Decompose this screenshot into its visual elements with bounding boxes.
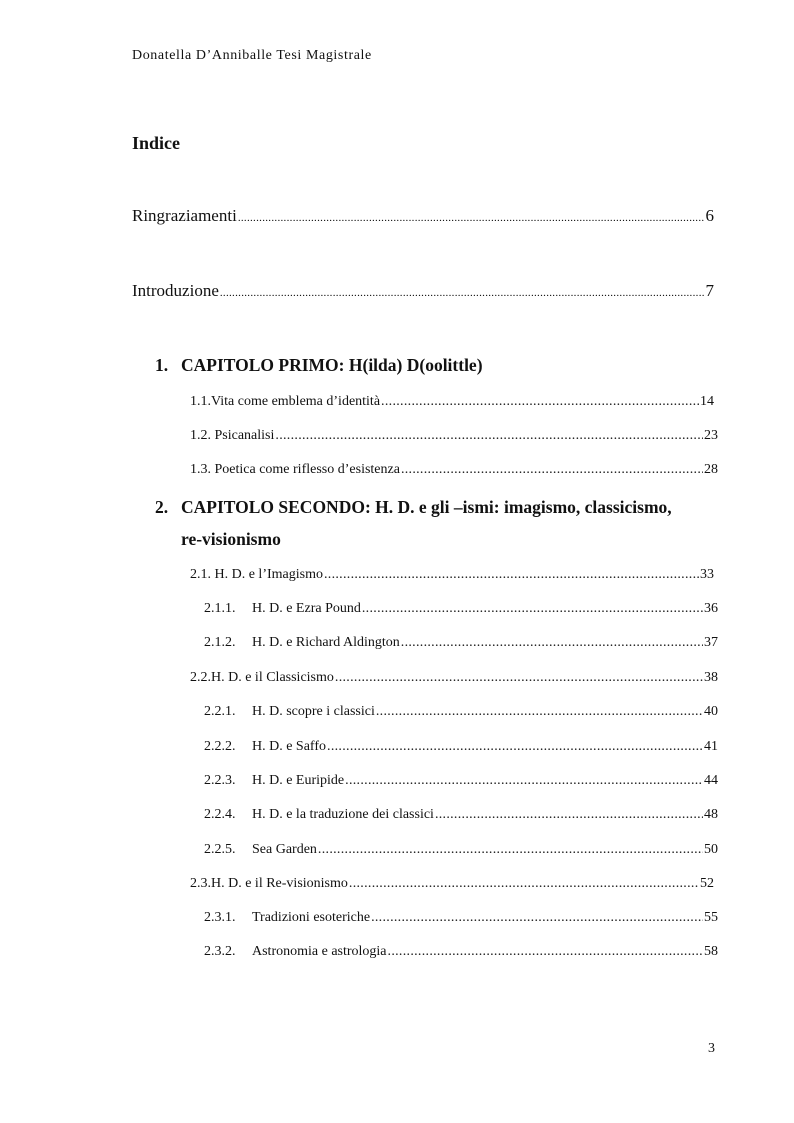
toc-subsection-2-1-2[interactable] <box>204 635 718 651</box>
toc-section-2-3[interactable] <box>190 876 714 892</box>
leader-dots <box>401 462 703 478</box>
toc-entry-label: 2.1. H. D. e l’Imagismo <box>190 567 323 582</box>
toc-entry-page: 7 <box>705 281 714 300</box>
toc-entry-label: 1.2. Psicanalisi <box>190 428 275 443</box>
chapter-1-heading[interactable] <box>155 355 483 376</box>
toc-entry-ringraziamenti[interactable] <box>132 206 714 226</box>
toc-subsection-2-2-3[interactable] <box>204 773 718 789</box>
leader-dots <box>401 635 703 651</box>
toc-entry-page: 50 <box>704 842 718 857</box>
toc-section-1-2[interactable] <box>190 428 718 444</box>
chapter-2-heading[interactable] <box>155 497 672 518</box>
toc-section-1-1[interactable] <box>190 394 714 410</box>
toc-entry-label: 2.2.4. H. D. e la traduzione dei classici <box>204 807 434 822</box>
toc-entry-label: 2.3.1. Tradizioni esoteriche <box>204 910 371 925</box>
toc-entry-label: 2.2.1. H. D. scopre i classici <box>204 704 375 719</box>
toc-entry-introduzione[interactable] <box>132 281 714 301</box>
page-number: 3 <box>708 1041 715 1056</box>
toc-entry-label: 2.3.H. D. e il Re-visionismo <box>190 876 348 891</box>
toc-entry-page: 14 <box>700 394 714 409</box>
leader-dots <box>388 944 703 960</box>
leader-dots <box>362 601 703 617</box>
running-header: Donatella D’Anniballe Tesi Magistrale <box>132 48 372 63</box>
leader-dots <box>335 670 703 686</box>
leader-dots <box>376 704 703 720</box>
leader-dots <box>435 807 703 823</box>
chapter-title: CAPITOLO PRIMO: H(ilda) D(oolittle) <box>181 355 483 375</box>
toc-subsection-2-2-1[interactable] <box>204 704 718 720</box>
toc-subsection-2-2-2[interactable] <box>204 739 718 755</box>
leader-dots <box>275 428 703 444</box>
leader-dots <box>318 842 703 858</box>
leader-dots <box>220 281 705 301</box>
toc-entry-page: 52 <box>700 876 714 891</box>
toc-entry-page: 37 <box>704 635 718 650</box>
toc-subsection-2-2-4[interactable] <box>204 807 718 823</box>
toc-entry-page: 40 <box>704 704 718 719</box>
toc-entry-page: 58 <box>704 944 718 959</box>
toc-entry-page: 48 <box>704 807 718 822</box>
toc-entry-label: 2.1.1. H. D. e Ezra Pound <box>204 601 361 616</box>
chapter-number: 2. <box>155 497 169 517</box>
toc-entry-page: 23 <box>704 428 718 443</box>
leader-dots <box>371 910 703 926</box>
toc-entry-label: 2.1.2. H. D. e Richard Aldington <box>204 635 400 650</box>
toc-entry-label: 2.2.3. H. D. e Euripide <box>204 773 345 788</box>
toc-entry-label: Ringraziamenti <box>132 206 237 225</box>
leader-dots <box>345 773 703 789</box>
toc-entry-page: 33 <box>700 567 714 582</box>
toc-entry-page: 44 <box>704 773 718 788</box>
chapter-title: CAPITOLO SECONDO: H. D. e gli –ismi: imagismo, classicismo, <box>181 497 672 517</box>
toc-entry-label: 2.3.2. Astronomia e astrologia <box>204 944 387 959</box>
chapter-number: 1. <box>155 355 169 375</box>
toc-entry-page: 6 <box>705 206 714 225</box>
toc-entry-label: 1.3. Poetica come riflesso d’esistenza <box>190 462 400 477</box>
toc-section-2-2[interactable] <box>190 670 718 686</box>
toc-entry-page: 36 <box>704 601 718 616</box>
toc-entry-label: 2.2.2. H. D. e Saffo <box>204 739 327 754</box>
toc-subsection-2-3-2[interactable] <box>204 944 718 960</box>
toc-entry-label: 1.1.Vita come emblema d’identità <box>190 394 381 409</box>
toc-section-2-1[interactable] <box>190 567 714 583</box>
toc-entry-page: 38 <box>704 670 718 685</box>
leader-dots <box>327 739 703 755</box>
toc-entry-label: 2.2.H. D. e il Classicismo <box>190 670 334 685</box>
leader-dots <box>238 206 705 226</box>
leader-dots <box>349 876 699 892</box>
toc-entry-page: 41 <box>704 739 718 754</box>
toc-subsection-2-3-1[interactable] <box>204 910 718 926</box>
toc-entry-label: 2.2.5. Sea Garden <box>204 842 317 857</box>
leader-dots <box>381 394 699 410</box>
chapter-2-heading-continued: re-visionismo <box>181 529 281 549</box>
toc-entry-page: 28 <box>704 462 718 477</box>
toc-section-1-3[interactable] <box>190 462 718 478</box>
toc-subsection-2-2-5[interactable] <box>204 842 718 858</box>
page-title: Indice <box>132 133 181 153</box>
toc-subsection-2-1-1[interactable] <box>204 601 718 617</box>
toc-entry-page: 55 <box>704 910 718 925</box>
toc-entry-label: Introduzione <box>132 281 219 300</box>
leader-dots <box>324 567 699 583</box>
